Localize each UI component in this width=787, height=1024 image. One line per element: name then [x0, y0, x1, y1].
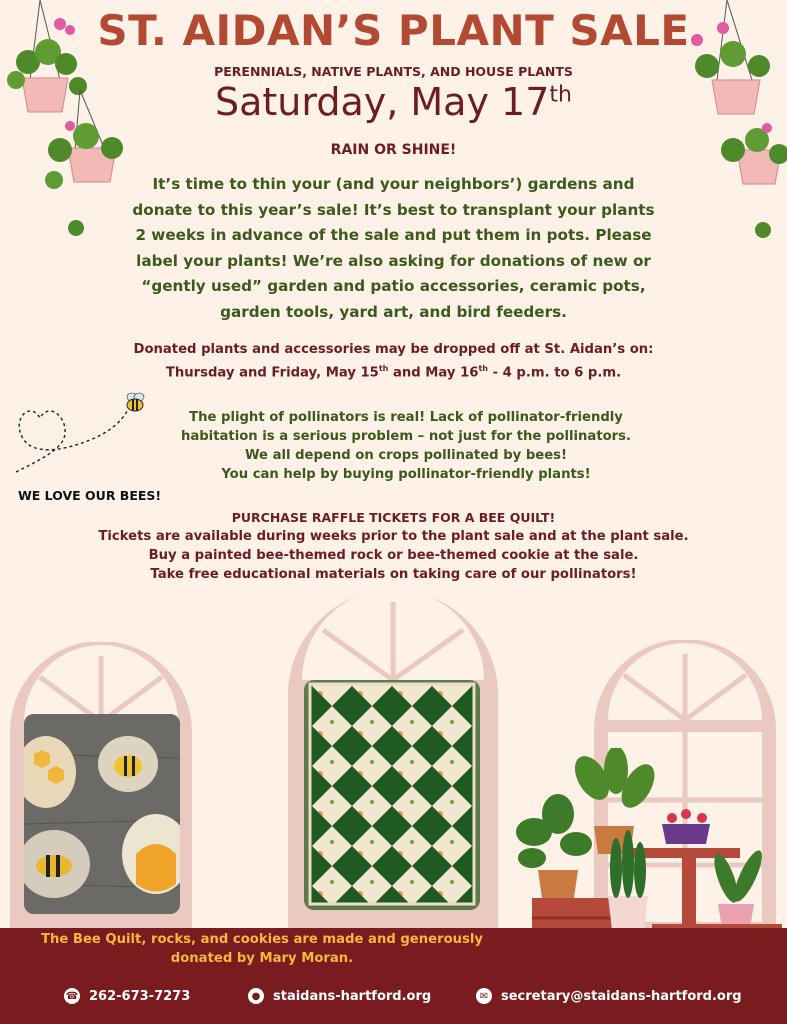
dropoff-info — [90, 340, 697, 382]
dropoff-line-2: Thursday and Friday, May 15th and May 16th - 4 p.m. to 6 p.m. — [165, 364, 622, 381]
rain-or-shine: RAIN OR SHINE! — [330, 142, 457, 158]
pollinators-line: We all depend on crops pollinated by bees! — [244, 448, 568, 463]
intro-paragraph: It’s time to thin your (and your neighbors’) gardens and donate to this year’s sale! It’s best to transplant your plants 2 weeks in advance of the sale and put them in pots. Please label your plants! We’re also asking for donations of new or “gently used” garden and patio accessories, ceramic pots, garden tools, yard art, and bird feeders. — [132, 175, 655, 321]
globe-icon: ● — [248, 988, 264, 1004]
raffle-heading: PURCHASE RAFFLE TICKETS FOR A BEE QUILT! — [231, 510, 556, 525]
pollinators-line: The plight of pollinators is real! Lack of pollinator-friendly — [189, 410, 623, 425]
email-address: secretary@staidans-hartford.org — [501, 988, 742, 1004]
potted-plants-icon — [512, 748, 782, 938]
website-contact[interactable] — [248, 988, 431, 1004]
website-link: staidans-hartford.org — [273, 988, 432, 1004]
bee-icon — [122, 392, 148, 414]
event-date-suffix: th — [549, 82, 572, 108]
event-title: ST. AIDAN’S PLANT SALE — [97, 6, 690, 55]
phone-icon: ☎ — [64, 988, 80, 1004]
raffle-info — [60, 508, 727, 584]
bees-label: WE LOVE OUR BEES! — [18, 488, 162, 503]
phone-contact[interactable] — [64, 988, 190, 1004]
raffle-line: Buy a painted bee-themed rock or bee-themed cookie at the sale. — [148, 548, 639, 563]
raffle-line: Take free educational materials on taking care of our pollinators! — [150, 567, 637, 582]
email-contact[interactable] — [476, 988, 742, 1004]
pollinators-text — [150, 408, 662, 484]
bee-rocks-photo — [24, 714, 180, 914]
dropoff-line-1: Donated plants and accessories may be dropped off at St. Aidan’s on: — [133, 342, 654, 357]
mail-icon: ✉ — [476, 988, 492, 1004]
phone-number: 262-673-7273 — [89, 988, 191, 1004]
event-subtitle: PERENNIALS, NATIVE PLANTS, AND HOUSE PLANTS — [214, 64, 573, 79]
credit-text: The Bee Quilt, rocks, and cookies are made and generously donated by Mary Moran. — [40, 932, 484, 966]
raffle-line: Tickets are available during weeks prior to the plant sale and at the plant sale. — [98, 529, 689, 544]
event-date-text: Saturday, May 17 — [215, 80, 550, 124]
pollinators-line: habitation is a serious problem – not just for the pollinators. — [180, 429, 632, 444]
event-date — [0, 80, 787, 124]
bee-quilt-photo — [304, 680, 480, 910]
pollinators-line: You can help by buying pollinator-friendly plants! — [221, 467, 591, 482]
